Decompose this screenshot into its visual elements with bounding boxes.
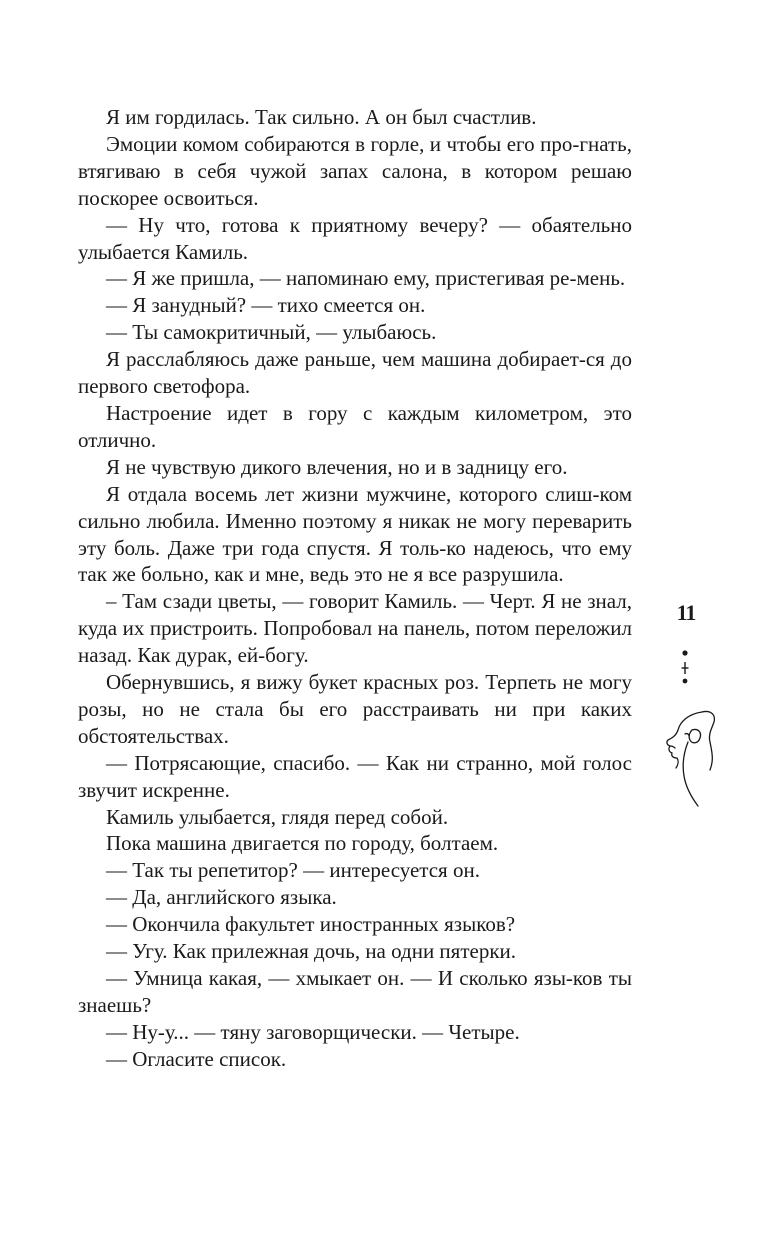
paragraph: — Я же пришла, — напоминаю ему, пристегивая ре-мень. [106,266,626,291]
paragraph: Я им гордилась. Так сильно. А он был счастлив. [106,105,537,129]
paragraph: Обернувшись, я вижу букет красных роз. Терпеть не могу розы, но не стала бы его расстраивать ни при каких обстоятельствах. [78,670,632,748]
paragraph: — Так ты репетитор? — интересуется он. [106,858,480,883]
body-text [78,104,632,1073]
face-profile-doodle-icon [658,708,722,808]
paragraph: — Да, английского языка. [106,885,337,910]
paragraph: Пока машина двигается по городу, болтаем. [106,831,499,856]
paragraph: — Ну-у... — тяну заговорщически. — Четыре. [106,1019,520,1044]
paragraph: – Там сзади цветы, — говорит Камиль. — Черт. Я не знал, куда их пристроить. Попробовал на панель, потом переложил назад. Как дурак, ей-богу. [78,589,632,668]
dots-ornament-icon [677,648,693,688]
paragraph: Я отдала восемь лет жизни мужчине, которого слиш-ком сильно любила. Именно поэтому я никак не могу переварить эту боль. Даже три года спустя. Я толь-ко надеюсь, что ему так же больно, как и мне, ведь это не я все разрушила. [78,481,632,587]
paragraph: Камиль улыбается, глядя перед собой. [106,804,449,829]
paragraph: — Умница какая, — хмыкает он. — И сколько язы-ков ты знаешь? [78,966,632,1017]
paragraph: — Потрясающие, спасибо. — Как ни странно, мой голос звучит искренне. [78,750,632,802]
paragraph: — Угу. Как прилежная дочь, на одни пятерки. [106,939,517,964]
paragraph: Я расслабляюсь даже раньше, чем машина добирает-ся до первого светофора. [78,347,632,399]
paragraph: Настроение идет в гору с каждым километром, это отлично. [78,400,632,452]
paragraph: — Ну что, готова к приятному вечеру? — обаятельно улыбается Камиль. [78,212,632,264]
paragraph: Эмоции комом собираются в горле, и чтобы его про-гнать, втягиваю в себя чужой запах салона, в котором решаю поскорее освоиться. [78,131,632,210]
paragraph: Я не чувствую дикого влечения, но и в задницу его. [106,454,568,479]
paragraph: — Окончила факультет иностранных языков? [106,912,516,937]
paragraph: — Ты самокритичный, — улыбаюсь. [106,320,437,345]
page-number: 11 [676,600,696,625]
paragraph: — Я занудный? — тихо смеется он. [106,293,426,318]
paragraph: — Огласите список. [106,1046,287,1071]
